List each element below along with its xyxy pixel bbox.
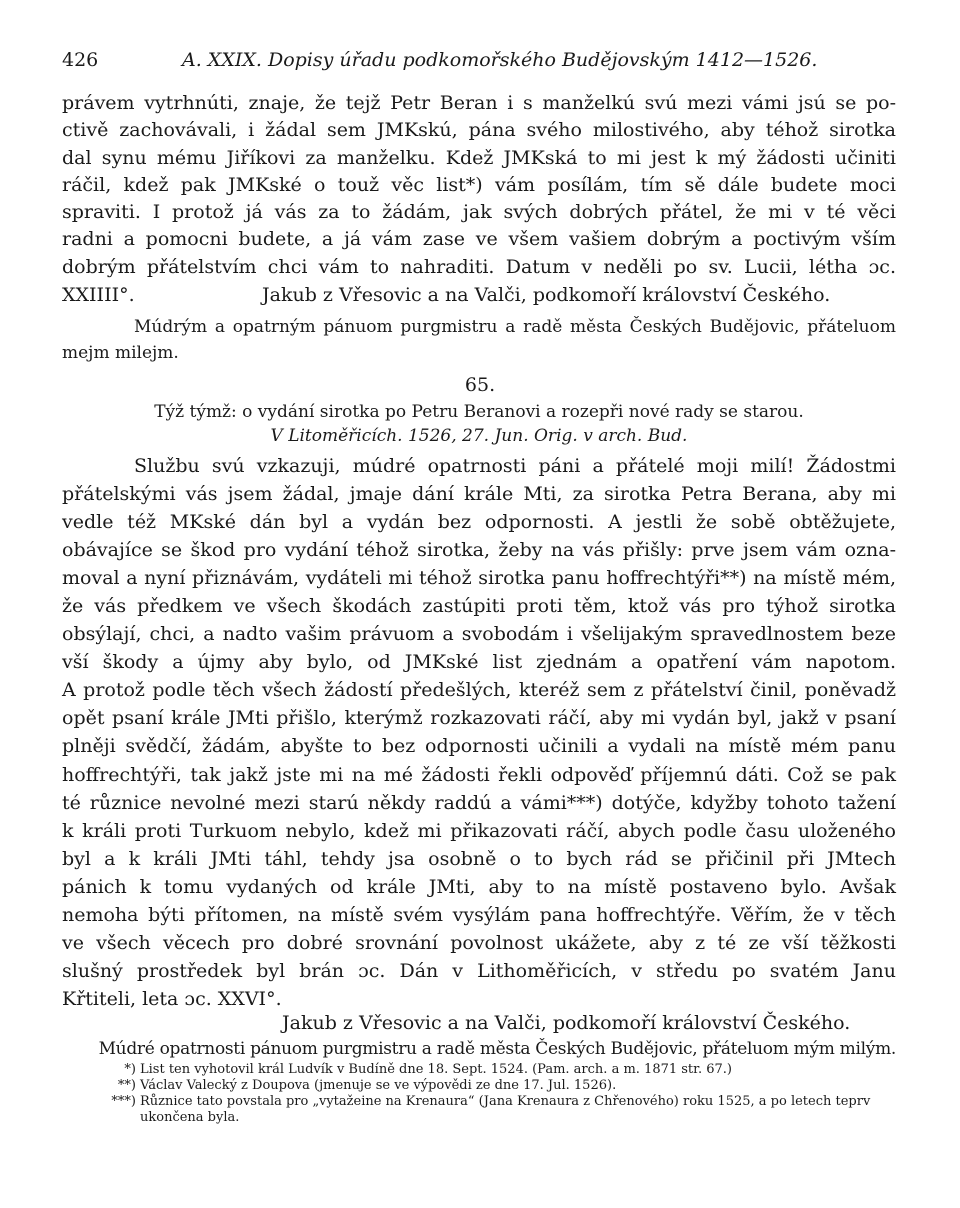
text-line: přátelskými vás jsem žádal, jmaje dání krále Mti, za sirotka Petra Berana, aby mi bbox=[62, 483, 896, 506]
document-summary: Týž týmž: o vydání sirotka po Petru Beranovi a rozepři nové rady se starou. bbox=[154, 402, 804, 422]
text-line: nemoha býti přítomen, na místě svém vysýlám pana hoffrechtýře. Věřím, že v těch bbox=[62, 903, 896, 926]
letter-64-address bbox=[62, 314, 896, 366]
running-title: A. XXIX. Dopisy úřadu podkomořského Budějovským 1412—1526. bbox=[182, 49, 818, 71]
page-number: 426 bbox=[62, 49, 99, 71]
document-place-date: V Litoměřicích. 1526, 27. Jun. Orig. v arch. Bud. bbox=[270, 426, 688, 446]
address-line: Múdrým a opatrným pánuom purgmistru a radě města Českých Budějovic, přáteluom bbox=[134, 317, 896, 337]
text-line: obávajíce se škod pro vydání téhož sirotka, žeby na vás přišly: prve jsem vám ozna- bbox=[62, 539, 896, 562]
address-line: mejm milejm. bbox=[62, 343, 179, 363]
text-line: Křtiteli, leta ɔc. XXVI°. bbox=[62, 987, 282, 1010]
text-line: moval a nyní přiznávám, vydáteli mi téhož sirotka panu hoffrechtýři**) na místě mém, bbox=[62, 567, 896, 590]
letter-64-body bbox=[62, 90, 896, 281]
footnote bbox=[62, 1078, 896, 1094]
running-header bbox=[62, 46, 896, 74]
text-line: ve všech věcech pro dobré srovnání povolnost ukážete, aby z té ze vší těžkosti bbox=[62, 931, 896, 954]
text-line: vší škody a újmy aby bylo, od JMKské list zjednám a opatření vám napotom. bbox=[62, 651, 896, 674]
text-line: k králi proti Turkuom nebylo, kdež mi přikazovati ráčí, abych podle času uloženého bbox=[62, 819, 896, 842]
text-line: vedle též MKské dán byl a vydán bez odpornosti. A jestli že sobě obtěžujete, bbox=[62, 511, 896, 534]
footnote-marker: **) bbox=[117, 1078, 136, 1093]
text-line: že vás předkem ve všech škodách zastúpiti proti těm, ktož vás pro týhož sirotka bbox=[62, 595, 896, 618]
footnote-text: Různice tato povstala pro „vytažeine na Krenaura“ (Jana Krenaura z Chřenového) roku 1525, a po letech teprv ukončena byla. bbox=[140, 1094, 871, 1125]
letter-65-address: Múdré opatrnosti pánuom purgmistru a radě města Českých Budějovic, přáteluom mým milým. bbox=[98, 1039, 896, 1059]
text-line: radni a pomocni budete, a já vám zase ve všem vašiem dobrým a poctivým vším bbox=[62, 228, 896, 251]
footnote bbox=[62, 1094, 896, 1126]
text-line: byl a k králi JMti táhl, tehdy jsa osobně o to bych rád se přičinil při JMtech bbox=[62, 847, 896, 870]
text-line: té různice nevolné mezi starú někdy raddú a vámi***) dotýče, kdyžby tohoto tažení bbox=[62, 791, 896, 814]
letter-64-closing bbox=[62, 282, 896, 309]
text-line: spraviti. I protož já vás za to žádám, jak svých dobrých přátel, že mi v té věci bbox=[62, 201, 896, 224]
letter-65-signature: Jakub z Vřesovic a na Valči, podkomoří království Českého. bbox=[282, 1012, 851, 1034]
footnote bbox=[62, 1062, 896, 1078]
text-line: pánich k tomu vydaných od krále JMti, aby to na místě postaveno bylo. Avšak bbox=[62, 875, 896, 898]
footnote-text: Václav Valecký z Doupova (jmenuje se ve výpovědi ze dne 17. Jul. 1526). bbox=[140, 1078, 617, 1093]
text-line: dobrým přátelstvím chci vám to nahraditi. Datum v neděli po sv. Lucii, létha ɔc. bbox=[62, 255, 896, 278]
footnotes bbox=[62, 1062, 896, 1126]
date-tail: XXIIII°. bbox=[62, 284, 135, 306]
text-line: A protož podle těch všech žádostí předešlých, kteréž sem z přátelství činil, poněvadž bbox=[62, 679, 896, 702]
text-line: hoffrechtýři, tak jakž jste mi na mé žádosti řekli odpověď příjemnú dáti. Což se pak bbox=[62, 763, 896, 786]
text-line: slušný prostředek byl brán ɔc. Dán v Lithoměřicích, v středu po svatém Janu bbox=[62, 959, 896, 982]
text-line: ctivě zachovávali, i žádal sem JMKskú, pána svého milostivého, aby téhož sirotka bbox=[62, 119, 896, 142]
text-line: Službu svú vzkazuji, múdré opatrnosti páni a přátelé moji milí! Žádostmi bbox=[134, 455, 896, 477]
text-line: obsýlají, chci, a nadto vašim právuom a svobodám i všelijakým spravedlnostem beze bbox=[62, 623, 896, 646]
text-line: právem vytrhnúti, znaje, že tejž Petr Beran i s manželkú svú mezi vámi jsú se po- bbox=[62, 92, 896, 114]
text-line: ráčil, kdež pak JMKské o touž věc list*) vám posílám, tím sě dále budete moci bbox=[62, 173, 896, 196]
footnote-text: List ten vyhotovil král Ludvík v Budíně dne 18. Sept. 1524. (Pam. arch. a m. 1871 str. 67.) bbox=[140, 1062, 732, 1077]
letter-65-body bbox=[62, 452, 896, 1013]
text-line: plněji svědčí, žádám, abyšte to bez odpornosti učinili a vydali na místě mém panu bbox=[62, 735, 896, 758]
footnote-marker: *) bbox=[124, 1062, 136, 1077]
text-line: opět psaní krále JMti přišlo, kterýmž rozkazovati ráčí, aby mi vydán byl, jakž v psaní bbox=[62, 707, 896, 730]
footnote-marker: ***) bbox=[111, 1094, 136, 1109]
signature: Jakub z Vřesovic a na Valči, podkomoří království Českého. bbox=[262, 284, 831, 306]
text-line: dal synu mému Jiříkovi za manželku. Kdež JMKská to mi jest k mý žádosti učiniti bbox=[62, 146, 896, 169]
document-number: 65. bbox=[464, 374, 496, 396]
